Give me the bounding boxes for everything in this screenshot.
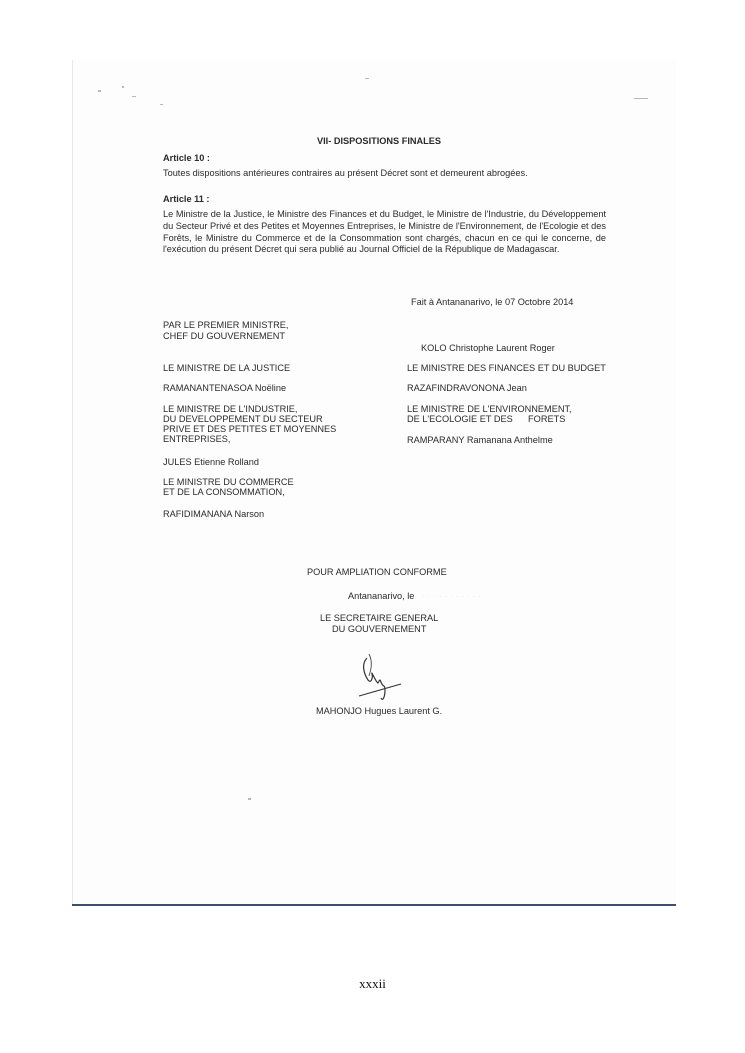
scan-speck (634, 98, 648, 99)
environnement-title-line1: LE MINISTRE DE L'ENVIRONNEMENT, (407, 404, 572, 414)
industrie-title-line2: DU DEVELOPPEMENT DU SECTEUR (163, 414, 323, 424)
pm-title-line2: CHEF DU GOUVERNEMENT (163, 331, 285, 341)
scan-speck (132, 96, 136, 97)
article10-heading: Article 10 : (163, 153, 210, 163)
scan-speck (160, 104, 163, 105)
justice-title: LE MINISTRE DE LA JUSTICE (163, 363, 291, 373)
place-date: Fait à Antananarivo, le 07 Octobre 2014 (411, 297, 574, 307)
section-title: VII- DISPOSITIONS FINALES (317, 136, 442, 146)
environnement-title-line2: DE L'ECOLOGIE ET DES FORETS (407, 414, 566, 424)
scan-speck (365, 78, 369, 79)
page-number: xxxii (359, 976, 386, 991)
pm-name: KOLO Christophe Laurent Roger (421, 343, 555, 353)
stamp-date-faded: · · · · · · · · · · · (422, 591, 482, 601)
justice-name: RAMANANTENASOA Noëline (163, 383, 287, 393)
secretary-title-line1: LE SECRETAIRE GENERAL (320, 613, 439, 623)
article10-text: Toutes dispositions antérieures contraires au présent Décret sont et demeurent abrogées. (163, 168, 528, 178)
commerce-title-line2: ET DE LA CONSOMMATION, (163, 487, 285, 497)
ampliation-title: POUR AMPLIATION CONFORME (307, 567, 447, 577)
environnement-name: RAMPARANY Ramanana Anthelme (407, 435, 553, 445)
scan-speck (98, 90, 101, 92)
ampliation-place: Antananarivo, le (348, 591, 415, 601)
finances-name: RAZAFINDRAVONONA Jean (407, 383, 527, 393)
commerce-name: RAFIDIMANANA Narson (163, 509, 265, 519)
handwritten-signature (355, 652, 409, 704)
pm-title-line1: PAR LE PREMIER MINISTRE, (163, 320, 289, 330)
secretary-title-line2: DU GOUVERNEMENT (332, 624, 427, 634)
article11-heading: Article 11 : (163, 194, 210, 204)
secretary-name: MAHONJO Hugues Laurent G. (316, 706, 443, 716)
scan-edge (72, 60, 73, 906)
industrie-title-line3: PRIVE ET DES PETITES ET MOYENNES (163, 424, 337, 434)
industrie-title-line1: LE MINISTRE DE L'INDUSTRIE, (163, 404, 298, 414)
scan-speck (248, 798, 251, 800)
scan-speck (122, 86, 124, 88)
finances-title: LE MINISTRE DES FINANCES ET DU BUDGET (407, 363, 606, 373)
commerce-title-line1: LE MINISTRE DU COMMERCE (163, 477, 294, 487)
industrie-name: JULES Etienne Rolland (163, 457, 260, 467)
industrie-title-line4: ENTREPRISES, (163, 434, 231, 444)
scan-bottom-edge (72, 904, 676, 906)
article11-text: Le Ministre de la Justice, le Ministre des Finances et du Budget, le Ministre de l'Industrie, du Développement du Secteur Privé et des Petites et Moyennes Entreprises, le Ministre de l'Environnement, de l'Ecologie et des Forêts, le Ministre du Commerce et de la Consommation sont chargés, chacun en ce qui le concerne, de l'exécution du présent Décret qui sera publié au Journal Officiel de la République de Madagascar. (163, 209, 606, 255)
